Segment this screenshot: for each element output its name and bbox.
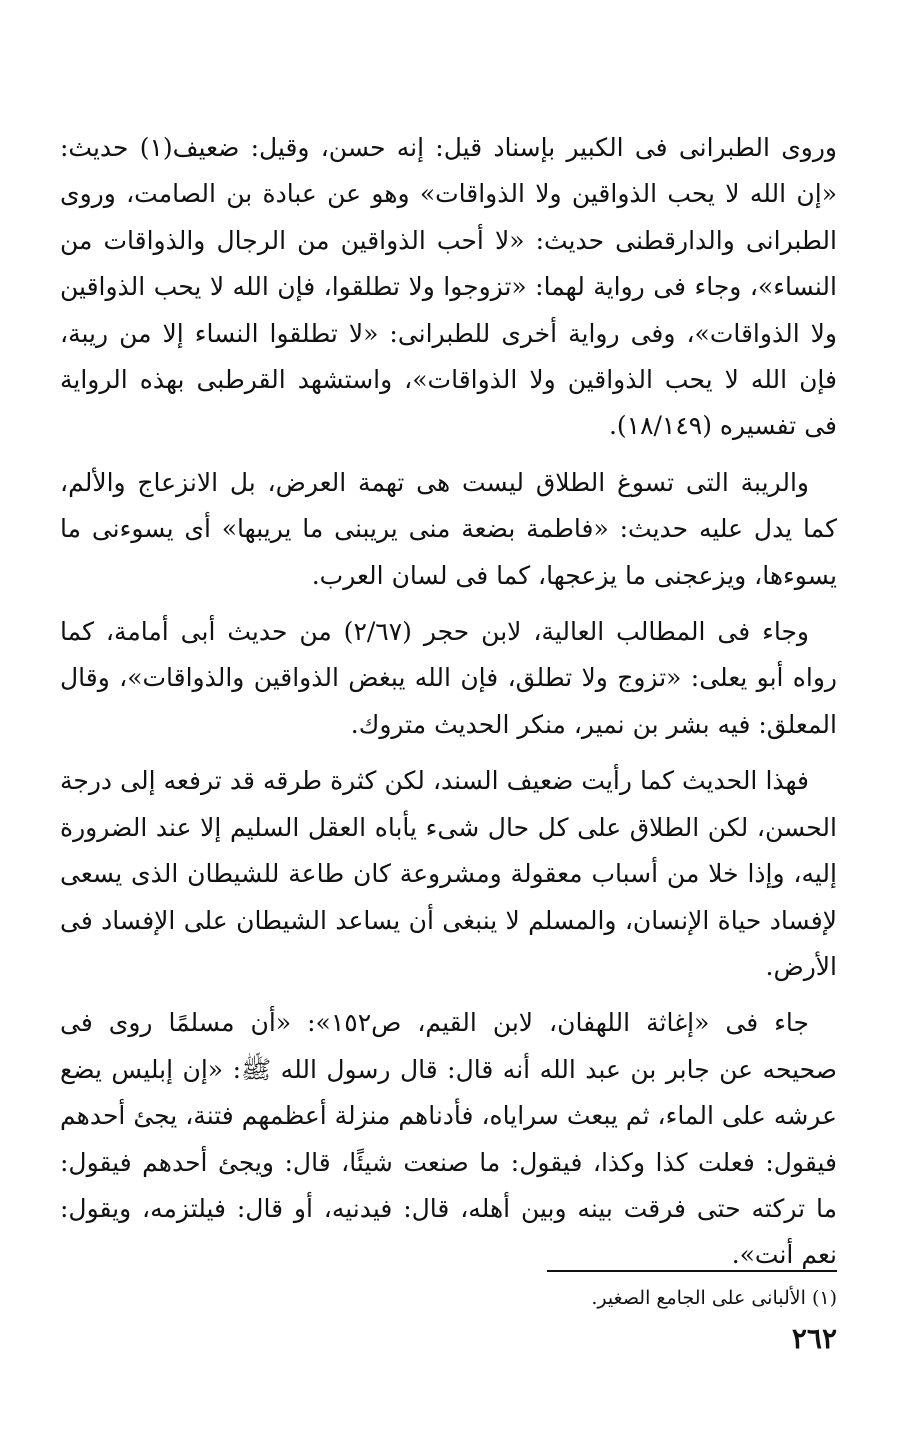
- footnote-divider: [547, 1270, 837, 1272]
- footnote: (١) الألبانى على الجامع الصغير.: [591, 1287, 837, 1309]
- paragraph-tabarani-narrations: وروى الطبرانى فى الكبير بإسناد قيل: إنه حسن، وقيل: ضعيف(١) حديث: «إن الله لا يحب الذواقين ولا الذواقات» وهو عن عبادة بن الصامت، وروى الطبرانى والدارقطنى حديث: «لا أحب الذواقين من الرجال والذواقات من النساء»، وجاء فى رواية لهما: «تزوجوا ولا تطلقوا، فإن الله لا يحب الذواقين ولا الذواقات»، وفى رواية أخرى للطبرانى: «لا تطلقوا النساء إلا من ريبة، فإن الله لا يحب الذواقين ولا الذواقات»، واستشهد القرطبى بهذه الرواية فى تفسيره (١٨/١٤٩).: [60, 133, 837, 441]
- paragraph-ibn-hajar: وجاء فى المطالب العالية، لابن حجر (٢/٦٧) من حديث أبى أمامة، كما رواه أبو يعلى: «تزوج ولا تطلق، فإن الله يبغض الذواقين والذواقات»، وقال المعلق: فيه بشر بن نمير، منكر الحديث متروك.: [60, 617, 837, 739]
- paragraph-hadith-assessment: فهذا الحديث كما رأيت ضعيف السند، لكن كثرة طرقه قد ترفعه إلى درجة الحسن، لكن الطلاق على كل حال شىء يأباه العقل السليم إلا عند الضرورة إليه، وإذا خلا من أسباب معقولة ومشروعة كان طاعة للشيطان الذى يسعى لإفساد حياة الإنسان، والمسلم لا ينبغى أن يساعد الشيطان على الإفساد فى الأرض.: [60, 766, 837, 981]
- page-number: ٢٦٢: [791, 1322, 837, 1355]
- paragraph-suspicion-meaning: والريبة التى تسوغ الطلاق ليست هى تهمة العرض، بل الانزعاج والألم، كما يدل عليه حديث: «فاطمة بضعة منى يريبنى ما يريبها» أى يسوءنى ما يسوءها، ويزعجنى ما يزعجها، كما فى لسان العرب.: [60, 467, 837, 590]
- paragraph-ighathat-quote: جاء فى «إغاثة اللهفان، لابن القيم، ص١٥٢»: «أن مسلمًا روى فى صحيحه عن جابر بن عبد الله أنه قال: قال رسول الله ﷺ: «إن إبليس يضع عرشه على الماء، ثم يبعث سراياه، فأدناهم منزلة أعظمهم فتنة، يجئ أحدهم فيقول: فعلت كذا وكذا، فيقول: ما صنعت شيئًا، قال: ويجئ أحدهم فيقول: ما تركته حتى فرقت بينه وبين أهله، قال: فيدنيه، أو قال: فيلتزمه، ويقول: نعم أنت».: [60, 1008, 837, 1270]
- main-text: [60, 125, 837, 1289]
